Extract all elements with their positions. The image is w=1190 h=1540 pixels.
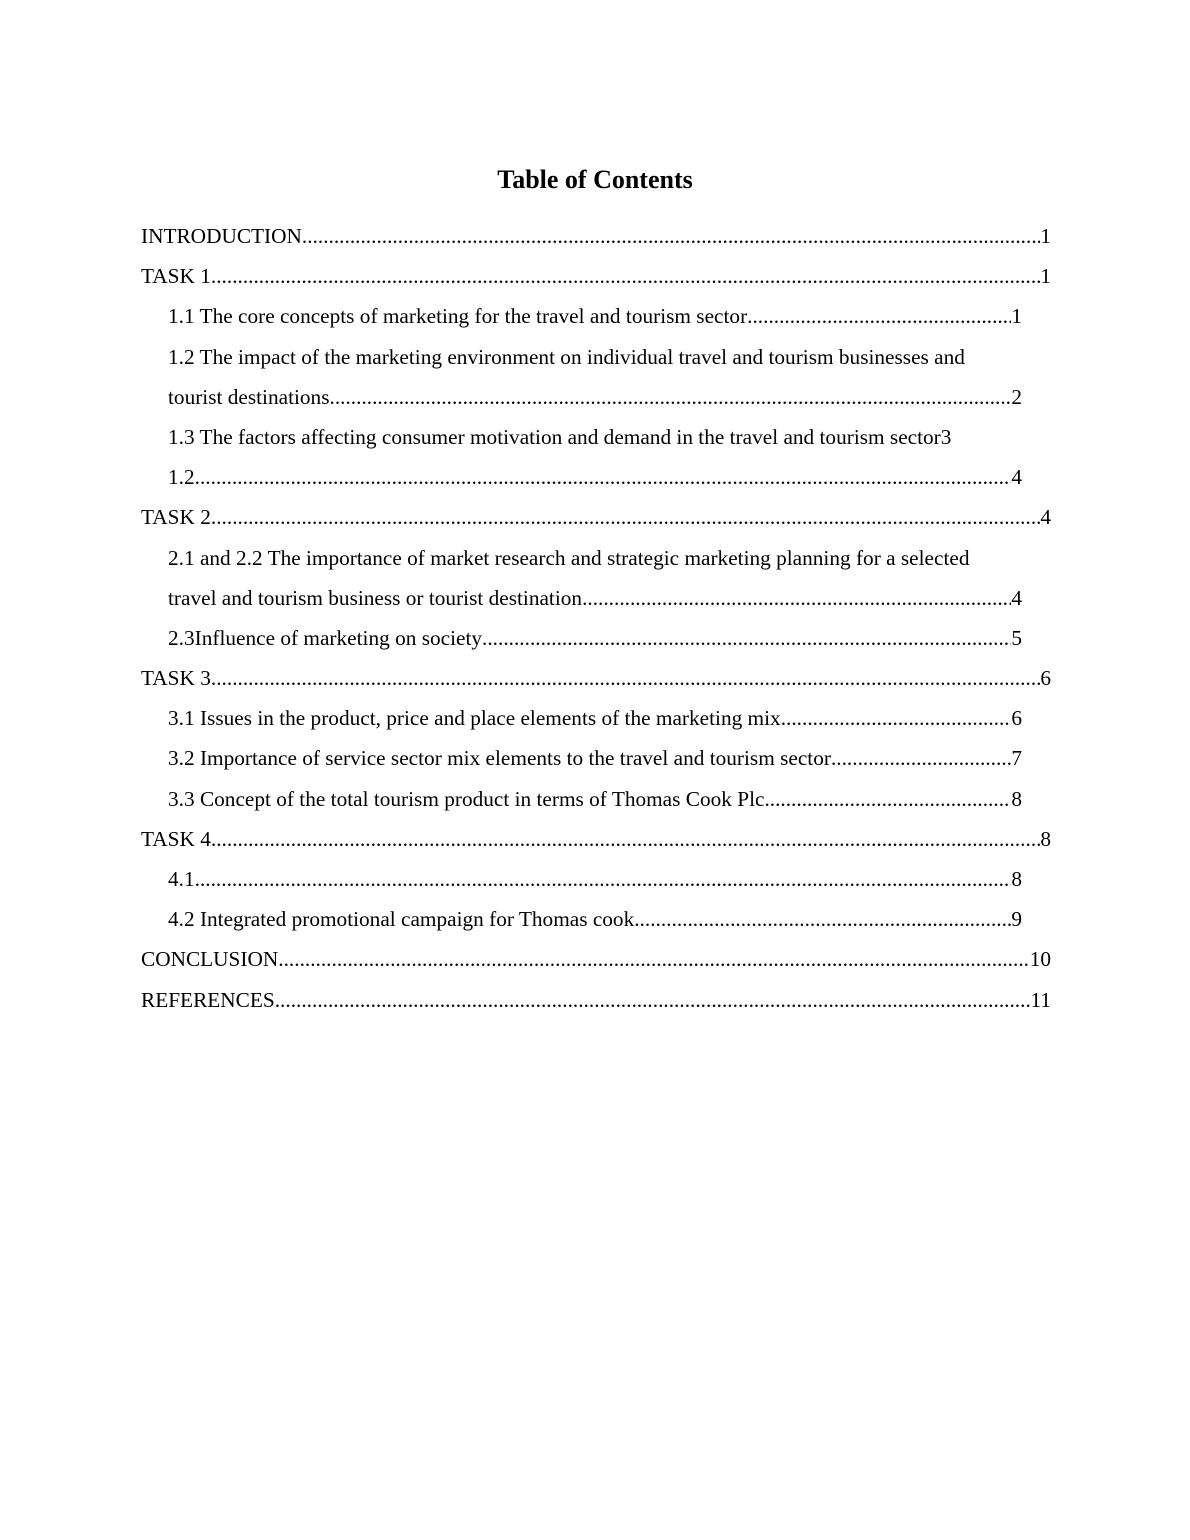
toc-entry-page: 7 xyxy=(1011,746,1022,771)
toc-entry-4-2[interactable] xyxy=(168,899,1022,939)
toc-entry-3-3[interactable] xyxy=(168,779,1022,819)
toc-list xyxy=(141,216,1051,1020)
toc-entry-text: 2.3Influence of marketing on society xyxy=(168,625,483,650)
toc-entry-task-4[interactable] xyxy=(141,819,1051,859)
toc-entry-page: 1 xyxy=(1040,264,1051,289)
toc-leader-dots xyxy=(211,497,1040,537)
toc-leader-dots xyxy=(195,457,1012,497)
toc-entry-text: 1.2 xyxy=(168,465,195,490)
toc-entry-1-3[interactable] xyxy=(168,417,1051,457)
toc-entry-3-2[interactable] xyxy=(168,738,1022,778)
toc-entry-text: 1.2 The impact of the marketing environment on individual travel and tourism businesses and xyxy=(168,344,965,369)
toc-leader-dots xyxy=(831,738,1011,778)
toc-entry-page: 6 xyxy=(1040,666,1051,691)
toc-entry-references[interactable] xyxy=(141,980,1051,1020)
toc-entry-page: 6 xyxy=(1011,706,1022,731)
toc-leader-dots xyxy=(330,377,1012,417)
toc-entry-text: REFERENCES xyxy=(141,987,275,1012)
toc-entry-2-3[interactable] xyxy=(168,618,1022,658)
toc-entry-page: 8 xyxy=(1011,786,1022,811)
toc-entry-introduction[interactable] xyxy=(141,216,1051,256)
toc-entry-page: 5 xyxy=(1011,625,1022,650)
toc-entry-task-1[interactable] xyxy=(141,256,1051,296)
toc-entry-1-2-b[interactable] xyxy=(168,457,1022,497)
toc-leader-dots xyxy=(195,859,1012,899)
toc-entry-text: 1.1 The core concepts of marketing for the travel and tourism sector xyxy=(168,304,748,329)
toc-entry-task-3[interactable] xyxy=(141,658,1051,698)
toc-entry-text: 4.1 xyxy=(168,867,195,891)
toc-entry-2-1-line-2[interactable] xyxy=(168,578,1022,618)
toc-leader-dots xyxy=(781,698,1012,738)
toc-leader-dots xyxy=(747,296,1011,336)
toc-entry-text: 2.1 and 2.2 The importance of market research and strategic marketing planning for a selected xyxy=(168,545,970,570)
toc-entry-page: 8 xyxy=(1040,826,1051,851)
toc-leader-dots xyxy=(302,216,1040,256)
toc-entry-page: 10 xyxy=(1029,947,1051,972)
toc-leader-dots xyxy=(764,779,1011,819)
toc-leader-dots xyxy=(634,899,1011,939)
toc-entry-text: 3.3 Concept of the total tourism product in terms of Thomas Cook Plc xyxy=(168,786,765,811)
toc-entry-text: 3.1 Issues in the product, price and place elements of the marketing mix xyxy=(168,706,781,731)
toc-entry-page: 4 xyxy=(1040,505,1051,530)
toc-entry-conclusion[interactable] xyxy=(141,939,1051,979)
toc-entry-task-2[interactable] xyxy=(141,497,1051,537)
toc-entry-4-1[interactable] xyxy=(168,859,1022,899)
toc-entry-2-1-line-1[interactable] xyxy=(168,538,1051,578)
toc-entry-text: travel and tourism business or tourist destination xyxy=(168,585,583,610)
toc-entry-text: TASK 4 xyxy=(141,826,211,851)
toc-entry-3-1[interactable] xyxy=(168,698,1022,738)
toc-entry-text: 3.2 Importance of service sector mix elements to the travel and tourism sector xyxy=(168,746,831,771)
toc-leader-dots xyxy=(211,256,1040,296)
toc-title: Table of Contents xyxy=(497,165,693,194)
toc-entry-page: 8 xyxy=(1011,867,1022,891)
toc-entry-text: tourist destinations xyxy=(168,384,330,409)
toc-entry-text: 4.2 Integrated promotional campaign for Thomas cook xyxy=(168,907,635,932)
toc-leader-dots xyxy=(582,578,1011,618)
toc-leader-dots xyxy=(278,939,1029,979)
toc-leader-dots xyxy=(211,819,1040,859)
toc-entry-page: 1 xyxy=(1040,224,1051,248)
toc-entry-page: 4 xyxy=(1011,585,1022,610)
toc-entry-page: 4 xyxy=(1011,465,1022,490)
toc-entry-page: 2 xyxy=(1011,384,1022,409)
toc-entry-text: TASK 1 xyxy=(141,264,211,289)
toc-leader-dots xyxy=(211,658,1040,698)
toc-entry-text: TASK 2 xyxy=(141,505,211,530)
toc-entry-page: 1 xyxy=(1011,304,1022,329)
toc-leader-dots xyxy=(482,618,1011,658)
toc-leader-dots xyxy=(275,980,1031,1020)
toc-entry-page: 9 xyxy=(1011,907,1022,932)
toc-entry-text: CONCLUSION xyxy=(141,947,279,972)
toc-entry-text: TASK 3 xyxy=(141,666,211,691)
toc-entry-page: 11 xyxy=(1030,987,1051,1012)
toc-entry-1-2-line-2[interactable] xyxy=(168,377,1022,417)
toc-entry-1-1[interactable] xyxy=(168,296,1022,336)
toc-entry-text: INTRODUCTION xyxy=(141,224,302,248)
toc-entry-1-2-line-1[interactable] xyxy=(168,337,1051,377)
toc-entry-text: 1.3 The factors affecting consumer motivation and demand in the travel and tourism sector3 xyxy=(168,424,952,449)
